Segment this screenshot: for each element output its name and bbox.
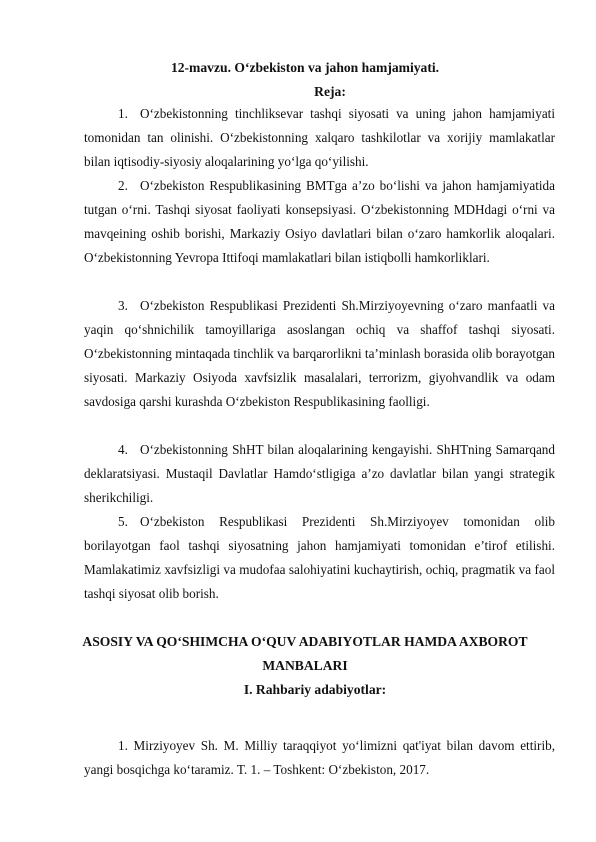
section-title-cont: MANBALARI [262,658,348,673]
list-item-text: O‘zbekistonning ShHT bilan aloqalarining kengayishi. ShHTning Samarqand deklaratsiyasi. Mustaqil Davlatlar Hamdo‘stligiga a’zo davlatlar bilan yangi strategik sherikchiligi. [84,442,555,505]
list-item [84,438,555,510]
list-item [84,294,555,414]
list-item [84,510,555,606]
list-item-text: O‘zbekiston Respublikasi Prezidenti Sh.Mirziyoyevning o‘zaro manfaatli va yaqin qo‘shnichilik tamoyillariga asoslangan ochiq va shaffof tashqi siyosati. O‘zbekistonning mintaqada tinchlik va barqarorlikni ta’minlash borasida olib borayotgan siyosati. Markaziy Osiyoda xavfsizlik masalalari, terrorizm, giyohvandlik va odam savdosiga qarshi kurashda O‘zbekiston Respublikasining faolligi. [84,298,555,409]
list-item-text: O‘zbekiston Respublikasi Prezidenti Sh.Mirziyoyev tomonidan olib borilayotgan faol tashqi siyosatning jahon hamjamiyati tomonidan e’tirof etilishi. Mamlakatimiz xavfsizligi va mudofaa salohiyatini kuchaytirish, ochiq, pragmatik va faol tashqi siyosat olib borish. [84,514,555,601]
list-item-text: O‘zbekiston Respublikasining BMTga a’zo bo‘lishi va jahon hamjamiyatida tutgan o‘rni. Tashqi siyosat faoliyati konsepsiyasi. O‘zbekistonning MDHdagi o‘rni va mavqeining oshib borishi, Markaziy Osiyo davlatlari bilan o‘zaro hamkorlik aloqalari. O‘zbekistonning Yevropa Ittifoqi mamlakatlari bilan istiqbolli hamkorliklari. [84,178,555,265]
plan-label: Reja: [314,84,346,99]
list-item-number: 5. [118,514,128,529]
list-item-number: 2. [118,178,128,193]
list-item-number: 1. [118,106,128,121]
page-title: 12-mavzu. O‘zbekiston va jahon hamjamiyati. [170,60,440,75]
list-item-text: O‘zbekistonning tinchliksevar tashqi siyosati va uning jahon hamjamiyati tomonidan tan olinishi. O‘zbekistonning xalqaro tashkilotlar va xorijiy mamlakatlar bilan iqtisodiy-siyosiy aloqalarining yo‘lga qo‘yilishi. [84,106,555,169]
subsection-title: I. Rahbariy adabiyotlar: [243,682,387,697]
section-title: ASOSIY VA QO‘SHIMCHA O‘QUV ADABIYOTLAR HAMDA AXBOROT [82,634,528,649]
list-item-number: 4. [118,442,128,457]
list-item [84,174,555,270]
reference-item: 1. Mirziyoyev Sh. M. Milliy taraqqiyot yo‘limizni qat'iyat bilan davom ettirib, yangi bosqichga ko‘taramiz. T. 1. – Toshkent: O‘zbekiston, 2017. [84,738,555,777]
list-item-number: 3. [118,298,128,313]
list-item [84,102,555,174]
